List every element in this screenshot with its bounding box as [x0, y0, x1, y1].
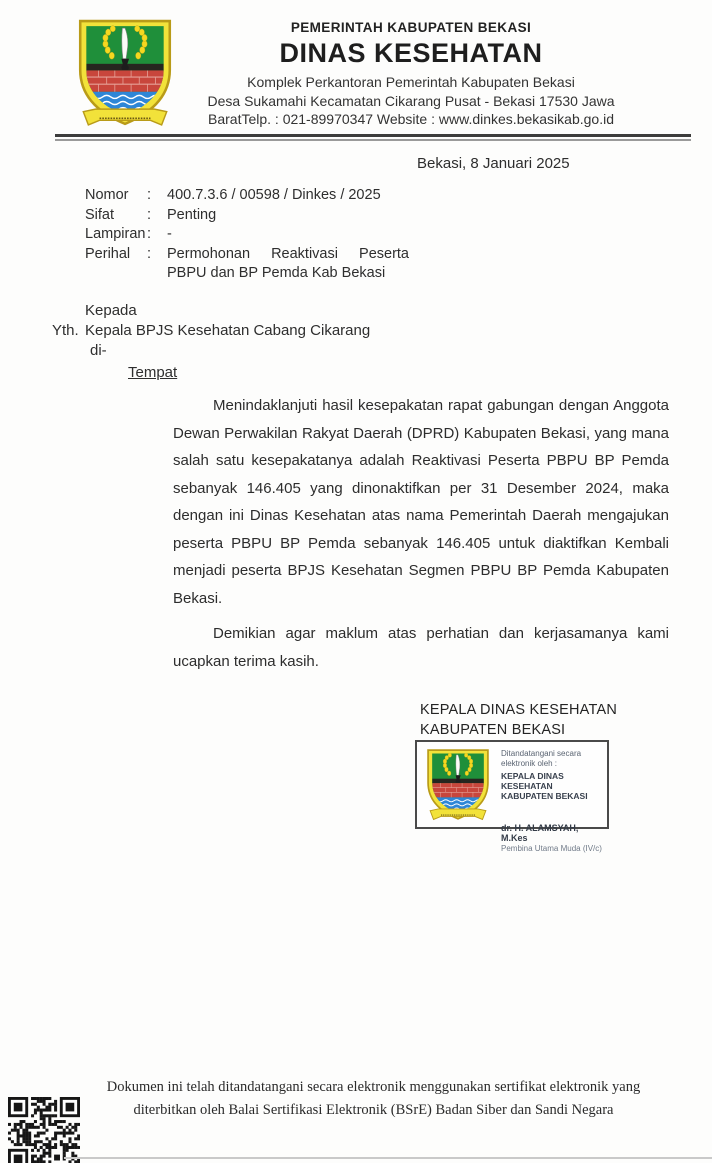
stamp-title-line1: KEPALA DINAS KESEHATAN: [501, 771, 564, 791]
meta-row-sifat: [85, 206, 409, 226]
recipient-name: Kepala BPJS Kesehatan Cabang Cikarang: [85, 322, 371, 339]
meta-label: Nomor: [85, 187, 129, 203]
bekasi-regency-emblem-icon: [424, 747, 492, 824]
meta-label: Perihal: [85, 245, 131, 262]
meta-value: Permohonan Reaktivasi Peserta PBPU dan BP Pemda Kab Bekasi: [167, 245, 409, 281]
stamp-title-line2: KABUPATEN BEKASI: [501, 791, 588, 801]
recipient-kepada: Kepada: [85, 302, 137, 319]
divider-thick-line: [55, 134, 691, 137]
letter-body: [173, 392, 669, 675]
meta-row-lampiran: [85, 225, 409, 245]
meta-value: 400.7.3.6 / 00598 / Dinkes / 2025: [167, 187, 381, 203]
meta-row-perihal: [85, 245, 409, 284]
meta-value: -: [167, 226, 172, 242]
recipient-di: di-: [90, 342, 107, 359]
stamp-signatory-rank: Pembina Utama Muda (IV/c): [501, 844, 602, 853]
meta-separator: :: [147, 245, 152, 262]
recipient-yth: Yth.: [52, 322, 79, 339]
stamp-signed-by-label: Ditandatangani secara elektronik oleh :: [501, 749, 582, 768]
stamp-signatory-name: dr. H. ALAMSYAH, M.Kes: [501, 823, 579, 843]
body-paragraph-1: Menindaklanjuti hasil kesepakatan rapat gabungan dengan Anggota Dewan Perwakilan Rakyat Daerah (DPRD) Kabupaten Bekasi, yang mana salah satu kesepakatanya adalah Reaktivasi Peserta PBPU BP Pemda sebanyak 146.405 yang dinonaktifkan per 31 Desember 2024, maka dengan ini Dinas Kesehatan atas nama Pemerintah Daerah mengajukan peserta PBPU BP Pemda sebanyak 146.405 untuk diaktifkan Kembali menjadi peserta BPJS Kesehatan Segmen PBPU BP Pemda Kabupaten Bekasi.: [173, 397, 669, 607]
page-edge-shadow: [64, 1157, 712, 1159]
meta-separator: :: [147, 187, 152, 203]
meta-label: Sifat: [85, 206, 115, 223]
signature-title-line2: KABUPATEN BEKASI: [420, 721, 566, 738]
bsre-certificate-note: [50, 1076, 697, 1122]
letterhead: [130, 20, 692, 129]
signature-title-line1: KEPALA DINAS KESEHATAN: [420, 702, 617, 718]
letterhead-government: PEMERINTAH KABUPATEN BEKASI: [290, 20, 532, 35]
footer-note-line2: diterbitkan oleh Balai Sertifikasi Elektronik (BSrE) Badan Siber dan Sandi Negara: [133, 1102, 614, 1118]
letter-meta: [85, 186, 409, 284]
letterhead-address-line3: BaratTelp. : 021-89970347 Website : www.dinkes.bekasikab.go.id: [208, 111, 614, 127]
meta-value: Penting: [167, 206, 217, 223]
letterhead-address-line2: Desa Sukamahi Kecamatan Cikarang Pusat - Bekasi 17530 Jawa: [207, 92, 615, 109]
letterhead-agency: DINAS KESEHATAN: [279, 38, 543, 68]
body-paragraph-2: Demikian agar maklum atas perhatian dan kerjasamanya kami ucapkan terima kasih.: [173, 625, 669, 670]
signature-title: [420, 701, 617, 740]
electronic-signature-stamp: [415, 740, 609, 853]
letter-date: Bekasi, 8 Januari 2025: [417, 155, 570, 172]
recipient-place: Tempat: [128, 364, 178, 381]
letterhead-divider: [55, 134, 691, 141]
meta-separator: :: [147, 206, 152, 223]
divider-thin-line: [55, 139, 691, 141]
letterhead-address-line1: Komplek Perkantoran Pemerintah Kabupaten Bekasi: [247, 74, 575, 90]
recipient-block: [52, 301, 370, 383]
meta-row-nomor: [85, 186, 409, 206]
meta-label: Lampiran: [85, 226, 146, 242]
qr-code: [8, 1097, 80, 1163]
meta-separator: :: [147, 226, 152, 242]
footer-note-line1: Dokumen ini telah ditandatangani secara elektronik menggunakan sertifikat elektronik yang: [106, 1079, 641, 1095]
